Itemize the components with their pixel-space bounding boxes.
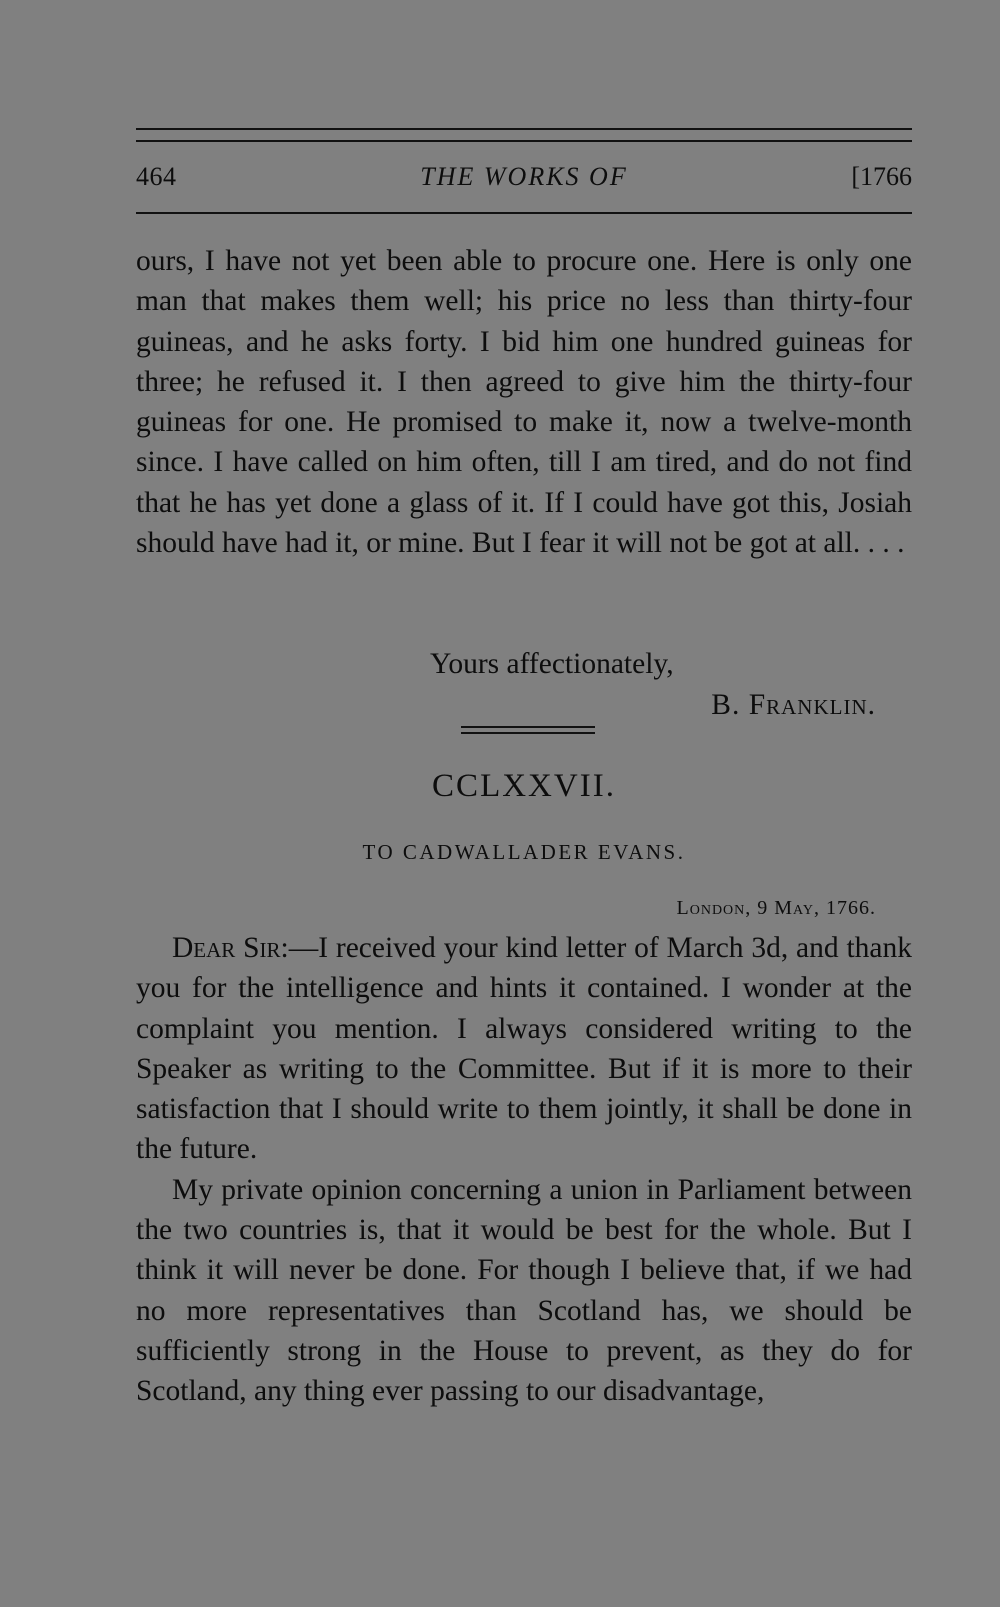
- previous-letter-body: [136, 241, 912, 563]
- previous-letter-paragraph: ours, I have not yet been able to procure one. Here is only one man that makes them well; his price no less than thirty-four guineas, and he asks forty. I bid him one hundred guineas for three; he refused it. I then agreed to give him the thirty-four guineas for one. He promised to make it, now a twelve-month since. I have called on him often, till I am tired, and do not find that he has yet done a glass of it. If I could have got this, Josiah should have had it, or mine. But I fear it will not be got at all. . . .: [136, 245, 912, 560]
- letter-paragraph-2: My private opinion concerning a union in Parliament between the two countries is, that it would be best for the whole. But I think it will never be done. For though I believe that, if we had no more representatives than Scotland has, we should be sufficiently strong in the House to prevent, as they do for Scotland, any thing ever passing to our disadvantage,: [136, 1173, 912, 1408]
- section-divider-upper: [461, 726, 595, 728]
- letter-paragraph-1: [136, 928, 912, 1170]
- letter-dateline: London, 9 May, 1766.: [676, 897, 876, 919]
- section-divider-lower: [461, 732, 595, 734]
- valediction: Yours affectionately,: [430, 648, 674, 680]
- header-rule: [136, 212, 912, 214]
- signature: B. Franklin.: [711, 689, 876, 721]
- top-rule-lower: [136, 140, 912, 142]
- letter-recipient: TO CADWALLADER EVANS.: [362, 840, 686, 864]
- top-rule-upper: [136, 128, 912, 130]
- letter-paragraph-1-text: :—I received your kind letter of March 3d, and thank you for the intelligence and hints it contained. I wonder at the complaint you mention. I always considered writing to the Speaker as writing to the Committee. But if it is more to their satisfaction that I should write to them jointly, it shall be done in the future.: [136, 932, 912, 1166]
- letter-number: CCLXXVII.: [432, 768, 616, 804]
- running-head-title: THE WORKS OF: [420, 162, 628, 191]
- page-number: 464: [136, 162, 177, 191]
- running-head-year: [1766: [851, 162, 912, 191]
- salutation: Dear Sir: [172, 932, 281, 964]
- letter-body: [136, 928, 912, 1412]
- running-head: [136, 162, 912, 202]
